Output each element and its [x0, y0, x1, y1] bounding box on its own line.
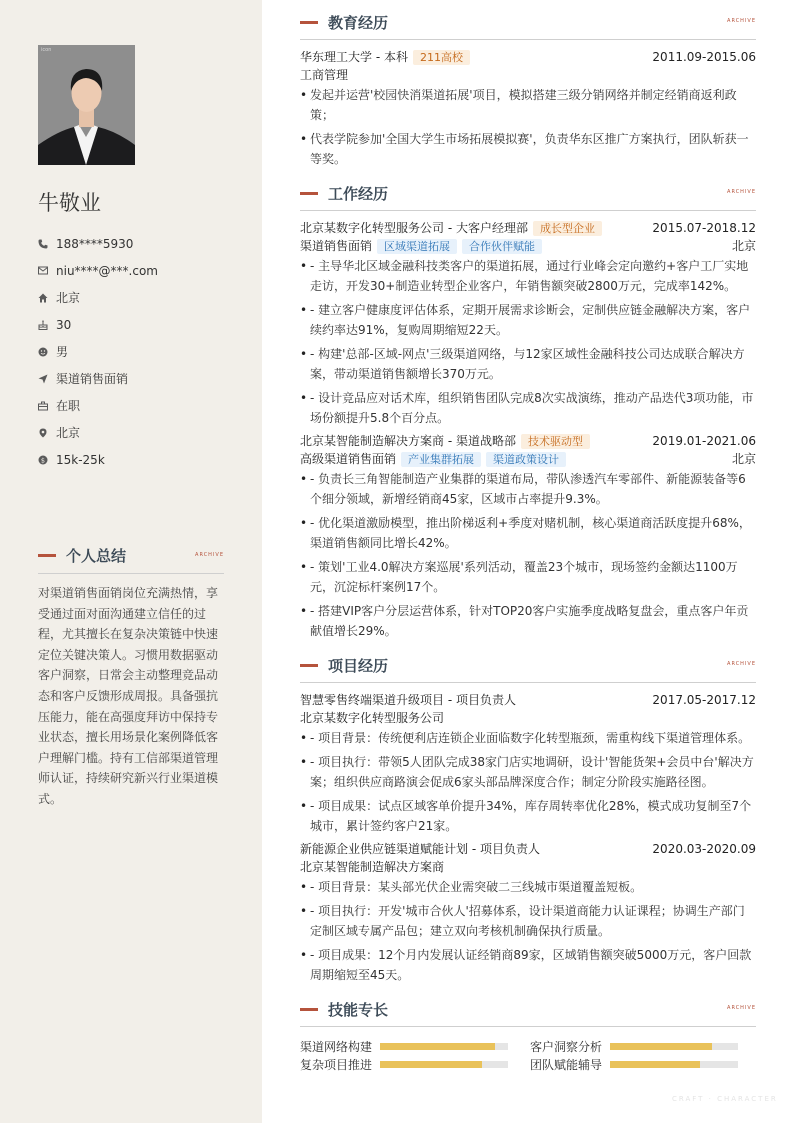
section-accent-bar — [38, 554, 56, 557]
skill-name: 渠道网络构建 — [300, 1039, 373, 1054]
list-item: • - 项目执行：带领5人团队完成38家门店实地调研，设计'智能货架+会员中台'解决方案；组织供应商路演会促成6家头部品牌深度合作；制定分阶段实施路径图。 — [300, 752, 756, 792]
sidebar — [0, 0, 262, 1123]
job-header — [300, 432, 756, 450]
section-divider — [38, 573, 224, 574]
project-bullets — [300, 728, 756, 836]
project-company: 北京某数字化转型服务公司 — [300, 711, 445, 725]
section-title: 教育经历 — [328, 13, 389, 32]
contact-status — [38, 392, 248, 419]
section-title: 工作经历 — [328, 184, 389, 203]
project-company: 北京某智能制造解决方案商 — [300, 860, 445, 874]
school-name: 华东理工大学 - 本科 — [300, 50, 408, 64]
section-header — [38, 546, 224, 564]
section-header — [300, 999, 756, 1019]
section-header — [300, 655, 756, 675]
skill-bar-track — [610, 1061, 738, 1068]
money-icon — [38, 455, 56, 465]
education-period: 2011.09-2015.06 — [652, 50, 756, 64]
skills-section — [300, 999, 756, 1073]
svg-text:$: $ — [40, 456, 46, 464]
contact-text: niu****@***.com — [56, 263, 158, 278]
skill-item — [300, 1055, 530, 1073]
company-tag: 技术驱动型 — [521, 434, 590, 449]
section-header — [300, 12, 756, 32]
skill-chip: 合作伙伴赋能 — [462, 239, 542, 254]
list-item: • - 优化渠道激励模型，推出阶梯返利+季度对赌机制，核心渠道商活跃度提升68%，渠道销售额同比增长42%。 — [300, 513, 756, 553]
job-bullets — [300, 469, 756, 641]
phone-icon — [38, 239, 56, 249]
list-item: • - 负责长三角智能制造产业集群的渠道布局，带队渗透汽车零部件、新能源装备等6个细分领域，新增经销商45家，区域市占率提升9.3%。 — [300, 469, 756, 509]
skill-chip: 区域渠道拓展 — [377, 239, 457, 254]
section-divider — [300, 39, 756, 40]
contact-text: 188****5930 — [56, 236, 134, 251]
job-header — [300, 219, 756, 237]
section-title: 项目经历 — [328, 656, 389, 675]
job-role-row — [300, 450, 756, 468]
list-item: • - 搭建VIP客户分层运营体系，针对TOP20客户实施季度战略复盘会，重点客户年贡献值增长29%。 — [300, 601, 756, 641]
contact-text: 30 — [56, 317, 72, 332]
photo-tag: icon — [41, 47, 52, 53]
list-item: • - 项目成果：试点区域客单价提升34%，库存周转率优化28%，模式成功复制至7个城市，累计签约客户21家。 — [300, 796, 756, 836]
archive-label: ARCHIVE — [727, 18, 756, 24]
job-period: 2015.07-2018.12 — [652, 221, 756, 235]
section-accent-bar — [300, 1008, 318, 1011]
project-bullets — [300, 877, 756, 985]
job-bullets — [300, 256, 756, 428]
project-entry — [300, 691, 756, 836]
face-icon — [38, 347, 56, 357]
skill-bar-track — [610, 1043, 738, 1050]
section-accent-bar — [300, 21, 318, 24]
summary-text: 对渠道销售面销岗位充满热情，享受通过面对面沟通建立信任的过程，尤其擅长在复杂决策链中快速定位关键决策人。习惯用数据驱动客户洞察，日常会主动整理竞品动态和客户反馈形成周报。具备强抗压能力，能在高强度拜访中保持专业状态，擅长用场景化案例降低客户理解门槛。持有工信部渠道管理师认证，持续研究新兴行业渠道模式。 — [38, 586, 219, 806]
job-period: 2019.01-2021.06 — [652, 434, 756, 448]
contact-text: 渠道销售面销 — [56, 372, 129, 386]
list-item: • - 建立客户健康度评估体系，定期开展需求诊断会，定制供应链金融解决方案，客户续约率达91%，复购周期缩短22天。 — [300, 300, 756, 340]
archive-label: ARCHIVE — [727, 1005, 756, 1011]
skills-grid — [300, 1037, 756, 1073]
project-company-row — [300, 709, 756, 727]
job-company: 北京某数字化转型服务公司 - 大客户经理部 — [300, 221, 528, 235]
list-item: • 发起并运营'校园快消渠道拓展'项目，模拟搭建三级分销网络并制定经销商返利政策； — [300, 85, 756, 125]
section-accent-bar — [300, 664, 318, 667]
contact-salary — [38, 446, 248, 473]
contact-gender — [38, 338, 248, 365]
skill-item — [300, 1037, 530, 1055]
section-accent-bar — [300, 192, 318, 195]
contact-position — [38, 365, 248, 392]
section-title: 个人总结 — [66, 546, 127, 565]
home-icon — [38, 293, 56, 303]
job-city: 北京 — [731, 452, 756, 466]
cake-icon — [38, 320, 56, 330]
project-header — [300, 840, 756, 858]
list-item: • - 设计竞品应对话术库，组织销售团队完成8次实战演练，推动产品迭代3项功能，市场份额提升5.8个百分点。 — [300, 388, 756, 428]
contact-city — [38, 284, 248, 311]
contact-text: 15k-25k — [56, 452, 105, 467]
job-entry — [300, 432, 756, 641]
contact-age — [38, 311, 248, 338]
list-item: • - 项目执行：开发'城市合伙人'招募体系，设计渠道商能力认证课程；协调生产部门定制区域专属产品包；建立双向考核机制确保执行质量。 — [300, 901, 756, 941]
project-period: 2020.03-2020.09 — [652, 842, 756, 856]
skill-bar-fill — [610, 1043, 712, 1050]
mail-icon — [38, 266, 56, 275]
education-major: 工商管理 — [300, 68, 349, 82]
education-major-row — [300, 66, 756, 84]
education-bullets — [300, 85, 756, 169]
location-pin-icon — [38, 428, 56, 438]
skill-chip: 产业集群拓展 — [401, 452, 481, 467]
skill-chip: 渠道政策设计 — [486, 452, 566, 467]
job-role: 高级渠道销售面销 — [300, 452, 397, 466]
project-name: 新能源企业供应链渠道赋能计划 - 项目负责人 — [300, 842, 540, 856]
candidate-name: 牛敬业 — [38, 191, 101, 215]
archive-label: ARCHIVE — [195, 552, 224, 558]
contact-list — [38, 230, 248, 473]
project-name: 智慧零售终端渠道升级项目 - 项目负责人 — [300, 693, 516, 707]
briefcase-icon — [38, 401, 56, 411]
project-company-row — [300, 858, 756, 876]
job-city: 北京 — [731, 239, 756, 253]
section-header — [300, 183, 756, 203]
skill-bar-track — [380, 1043, 508, 1050]
contact-text: 北京 — [56, 291, 81, 305]
work-section — [300, 183, 756, 641]
list-item: • 代表学院参加'全国大学生市场拓展模拟赛'，负责华东区推广方案执行，团队斩获一等奖。 — [300, 129, 756, 169]
skill-name: 团队赋能辅导 — [530, 1057, 603, 1072]
archive-label: ARCHIVE — [727, 189, 756, 195]
contact-location — [38, 419, 248, 446]
list-item: • - 项目背景：某头部光伏企业需突破二三线城市渠道覆盖短板。 — [300, 877, 756, 897]
school-tag: 211高校 — [413, 50, 470, 65]
send-icon — [38, 374, 56, 384]
contact-text: 男 — [56, 345, 69, 359]
skill-item — [530, 1055, 756, 1073]
section-divider — [300, 682, 756, 683]
contact-text: 在职 — [56, 399, 81, 413]
skill-name: 客户洞察分析 — [530, 1039, 603, 1054]
watermark: CRAFT · CHARACTER — [672, 1095, 778, 1103]
summary-section — [38, 546, 224, 810]
job-role-row — [300, 237, 756, 255]
section-title: 技能专长 — [328, 1000, 389, 1019]
education-entry-header — [300, 48, 756, 66]
list-item: • - 项目成果：12个月内发展认证经销商89家，区域销售额突破5000万元，客户回款周期缩短至45天。 — [300, 945, 756, 985]
job-company: 北京某智能制造解决方案商 - 渠道战略部 — [300, 434, 516, 448]
list-item: • - 主导华北区域金融科技类客户的渠道拓展，通过行业峰会定向邀约+客户工厂实地走访，开发30+制造业转型企业客户，年销售额突破2800万元，完成率142%。 — [300, 256, 756, 296]
contact-text: 北京 — [56, 426, 81, 440]
job-entry — [300, 219, 756, 428]
main-content — [300, 12, 756, 1073]
list-item: • - 项目背景：传统便利店连锁企业面临数字化转型瓶颈，需重构线下渠道管理体系。 — [300, 728, 756, 748]
skill-bar-fill — [380, 1043, 495, 1050]
company-tag: 成长型企业 — [533, 221, 602, 236]
project-entry — [300, 840, 756, 985]
archive-label: ARCHIVE — [727, 661, 756, 667]
section-divider — [300, 210, 756, 211]
skill-item — [530, 1037, 756, 1055]
profile-photo — [38, 45, 135, 165]
job-role: 渠道销售面销 — [300, 239, 373, 253]
contact-phone — [38, 230, 248, 257]
project-period: 2017.05-2017.12 — [652, 693, 756, 707]
list-item: • - 策划'工业4.0解决方案巡展'系列活动，覆盖23个城市，现场签约金额达1100万元，沉淀标杆案例17个。 — [300, 557, 756, 597]
contact-email — [38, 257, 248, 284]
section-divider — [300, 1026, 756, 1027]
skill-bar-track — [380, 1061, 508, 1068]
portrait-image — [38, 45, 135, 165]
education-section — [300, 12, 756, 169]
list-item: • - 构建'总部-区域-网点'三级渠道网络，与12家区域性金融科技公司达成联合解决方案，带动渠道销售额增长370万元。 — [300, 344, 756, 384]
project-header — [300, 691, 756, 709]
skill-bar-fill — [610, 1061, 700, 1068]
projects-section — [300, 655, 756, 985]
skill-bar-fill — [380, 1061, 482, 1068]
skill-name: 复杂项目推进 — [300, 1057, 373, 1072]
